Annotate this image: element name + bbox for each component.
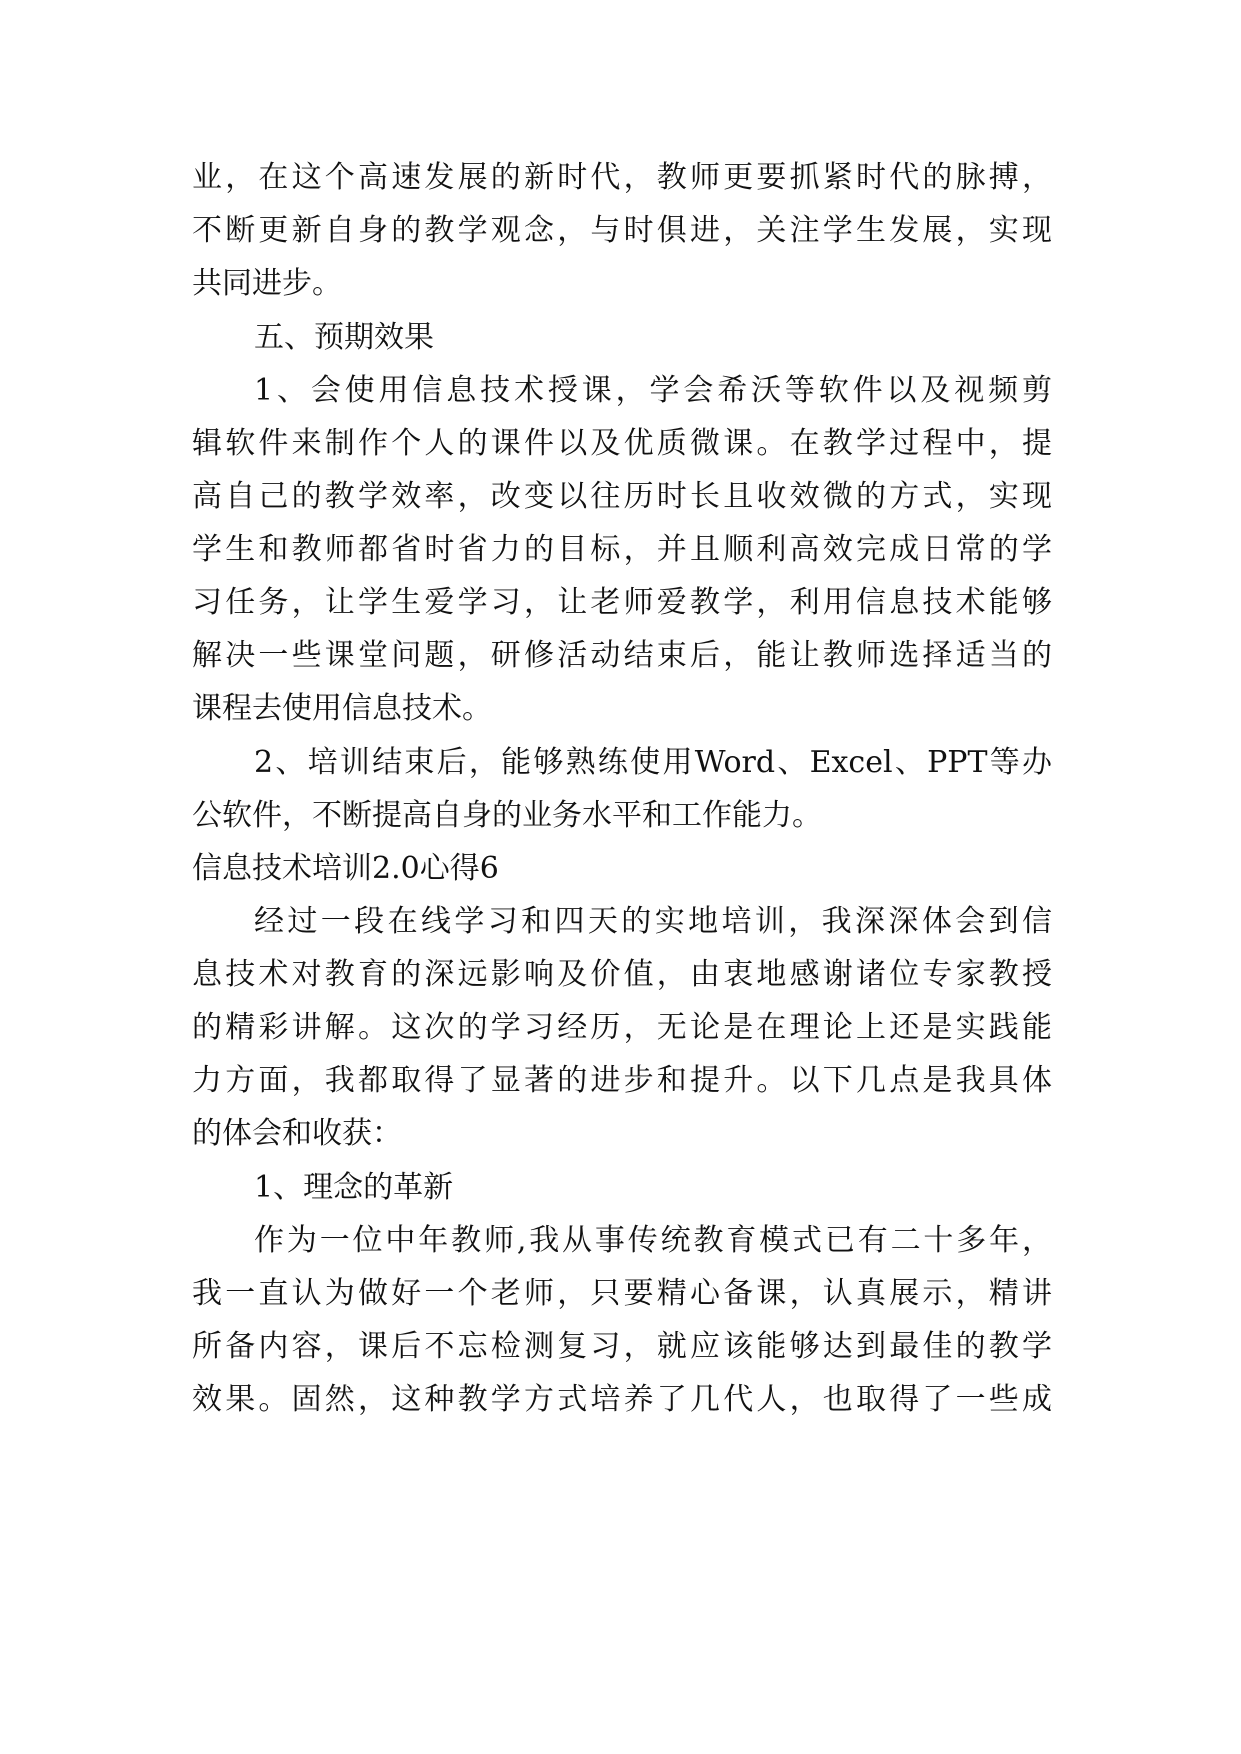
text-line: 作为一位中年教师,我从事传统教育模式已有二十多年， bbox=[254, 1223, 1052, 1258]
text-line: 学生和教师都省时省力的目标，并且顺利高效完成日常的学 bbox=[192, 532, 1052, 567]
text-line: 辑软件来制作个人的课件以及优质微课。在教学过程中，提 bbox=[192, 426, 1052, 461]
text-line: 所备内容，课后不忘检测复习，就应该能够达到最佳的教学 bbox=[192, 1329, 1052, 1364]
text-line: 力方面，我都取得了显著的进步和提升。以下几点是我具体 bbox=[192, 1063, 1052, 1098]
text-line: 的精彩讲解。这次的学习经历，无论是在理论上还是实践能 bbox=[192, 1010, 1052, 1045]
text-line: 业，在这个高速发展的新时代，教师更要抓紧时代的脉搏， bbox=[192, 160, 1052, 195]
text-line: 我一直认为做好一个老师，只要精心备课，认真展示，精讲 bbox=[192, 1276, 1052, 1311]
text-line: 不断更新自身的教学观念，与时俱进，关注学生发展，实现 bbox=[192, 213, 1052, 248]
text-line: 课程去使用信息技术。 bbox=[192, 691, 492, 726]
section-heading: 1、理念的革新 bbox=[254, 1170, 454, 1205]
text-line: 公软件，不断提高自身的业务水平和工作能力。 bbox=[192, 798, 822, 833]
text-line: 习任务，让学生爱学习，让老师爱教学，利用信息技术能够 bbox=[192, 585, 1052, 620]
text-line: 高自己的教学效率，改变以往历时长且收效微的方式，实现 bbox=[192, 479, 1052, 514]
section-heading: 五、预期效果 bbox=[254, 320, 434, 355]
text-line: 解决一些课堂问题，研修活动结束后，能让教师选择适当的 bbox=[192, 638, 1052, 673]
text-line: 息技术对教育的深远影响及价值，由衷地感谢诸位专家教授 bbox=[192, 957, 1052, 992]
text-line: 效果。固然，这种教学方式培养了几代人，也取得了一些成 bbox=[192, 1382, 1052, 1417]
article-title: 信息技术培训2.0心得6 bbox=[192, 851, 499, 886]
text-line: 经过一段在线学习和四天的实地培训，我深深体会到信 bbox=[254, 904, 1052, 939]
text-line: 的体会和收获： bbox=[192, 1116, 402, 1151]
text-line: 1、会使用信息技术授课，学会希沃等软件以及视频剪 bbox=[254, 373, 1052, 408]
text-line: 2、培训结束后，能够熟练使用Word、Excel、PPT等办 bbox=[254, 745, 1052, 780]
text-line: 共同进步。 bbox=[192, 266, 342, 301]
